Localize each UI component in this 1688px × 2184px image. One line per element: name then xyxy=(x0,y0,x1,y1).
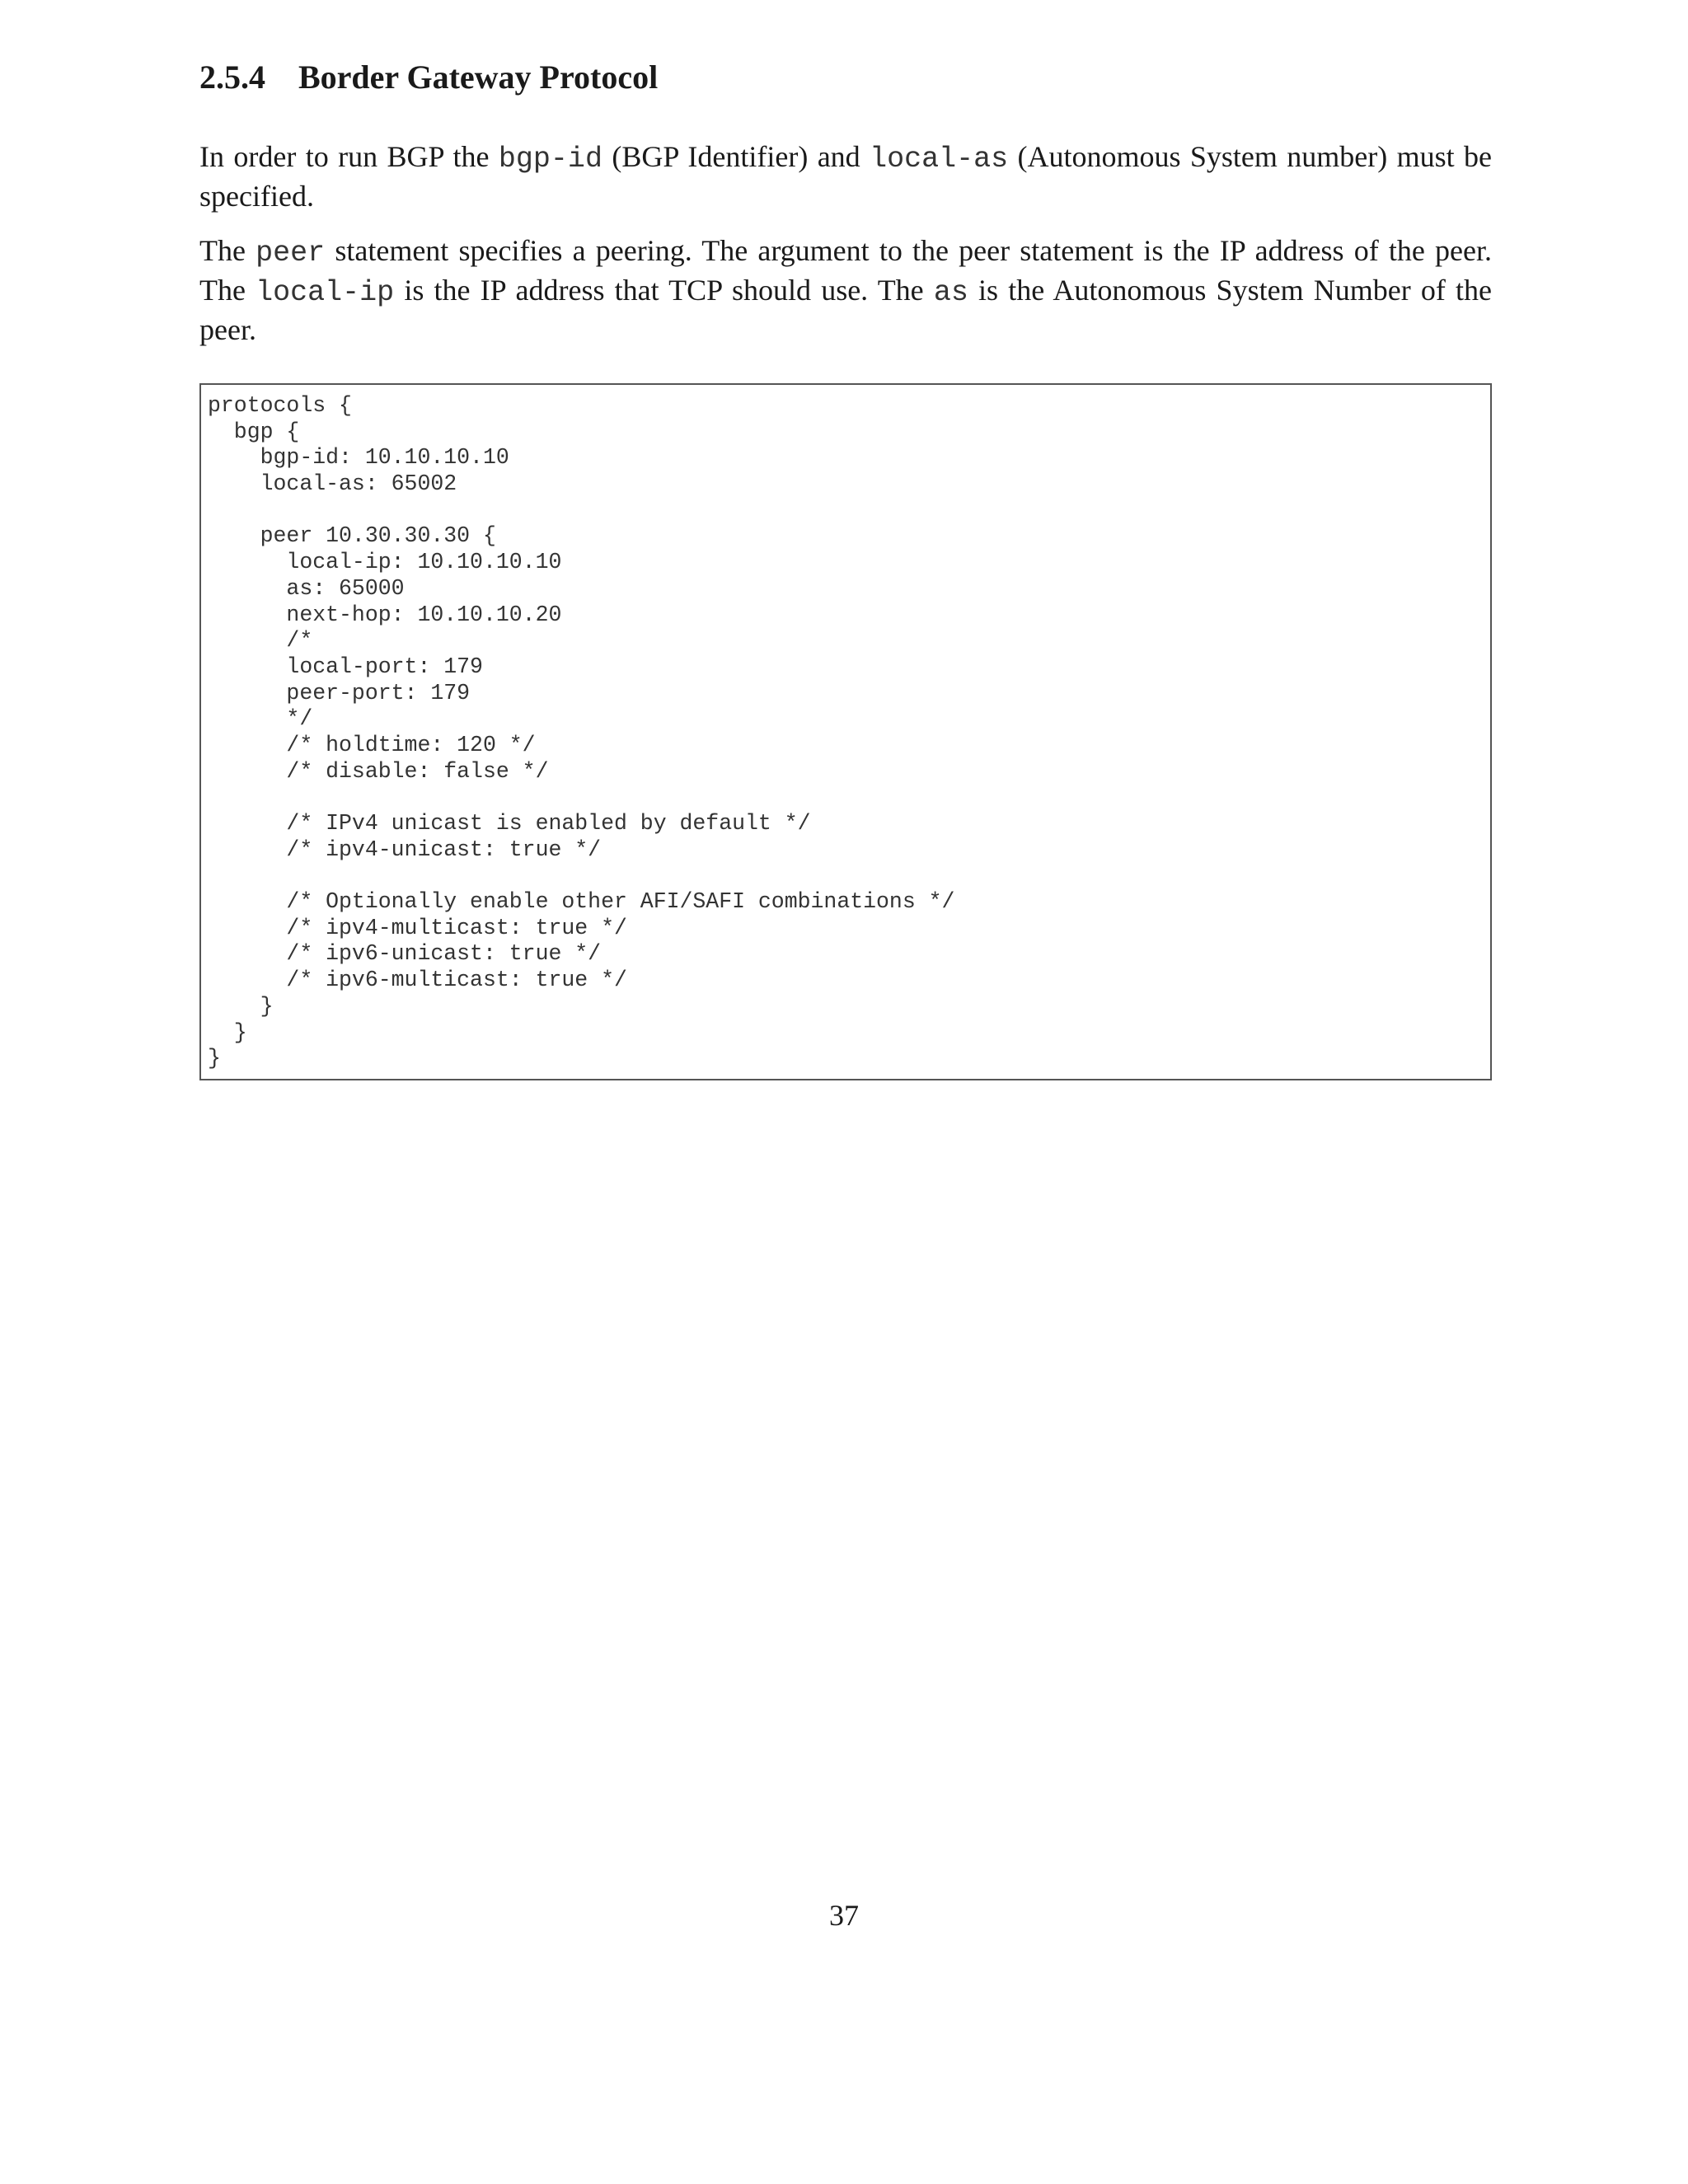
code-line xyxy=(208,863,954,889)
code-listing xyxy=(208,393,954,1072)
paragraph-text: is the Autonomous System Number of the peer. xyxy=(199,274,1493,346)
paragraph-text: In order to run BGP the xyxy=(199,140,499,173)
code-line: /* disable: false */ xyxy=(208,758,549,784)
paragraph-text: is the IP address that TCP should use. The xyxy=(394,274,934,307)
section-number: 2.5.4 xyxy=(199,59,265,96)
peer-paragraph xyxy=(199,232,1492,349)
code-line: bgp-id: 10.10.10.10 xyxy=(208,445,509,471)
paragraph-text: statement specifies a peering. The argument to the peer statement is the IP address of the peer. The xyxy=(199,234,1493,307)
code-line xyxy=(208,785,954,811)
code-line: /* ipv6-multicast: true */ xyxy=(208,968,627,993)
code-line: local-port: 179 xyxy=(208,654,483,679)
code-line xyxy=(208,498,954,524)
code-line: } xyxy=(208,993,274,1019)
code-line: } xyxy=(208,1019,247,1045)
code-line: peer-port: 179 xyxy=(208,680,471,705)
code-line: */ xyxy=(208,706,313,732)
code-line: protocols { xyxy=(208,393,352,418)
code-line: /* IPv4 unicast is enabled by default */ xyxy=(208,811,811,836)
code-line: /* xyxy=(208,628,313,654)
inline-code-peer: peer xyxy=(256,237,326,269)
code-listing-box xyxy=(199,383,1492,1080)
code-line: /* Optionally enable other AFI/SAFI combinations */ xyxy=(208,889,955,915)
page-number: 37 xyxy=(829,1899,859,1932)
code-line: as: 65000 xyxy=(208,575,405,601)
code-line: /* ipv4-unicast: true */ xyxy=(208,837,602,862)
intro-paragraph xyxy=(199,138,1492,215)
code-line: /* ipv6-unicast: true */ xyxy=(208,941,602,967)
inline-code-local-as: local-as xyxy=(870,143,1009,176)
inline-code-bgp-id: bgp-id xyxy=(498,143,603,176)
inline-code-local-ip: local-ip xyxy=(256,276,395,309)
code-line: /* holdtime: 120 */ xyxy=(208,732,536,757)
code-line: local-as: 65002 xyxy=(208,471,457,497)
paragraph-text: (BGP Identifier) and xyxy=(602,140,870,173)
code-line: next-hop: 10.10.10.20 xyxy=(208,602,562,627)
section-heading xyxy=(199,58,658,97)
code-line: bgp { xyxy=(208,419,300,444)
code-line: local-ip: 10.10.10.10 xyxy=(208,550,562,575)
inline-code-as: as xyxy=(933,276,968,309)
code-line: /* ipv4-multicast: true */ xyxy=(208,915,627,940)
section-title: Border Gateway Protocol xyxy=(298,59,659,96)
code-line: peer 10.30.30.30 { xyxy=(208,523,496,549)
paragraph-text: The xyxy=(199,234,256,267)
paragraph-text: (Autonomous System number) must be specified. xyxy=(199,140,1492,213)
code-line: } xyxy=(208,1046,221,1071)
